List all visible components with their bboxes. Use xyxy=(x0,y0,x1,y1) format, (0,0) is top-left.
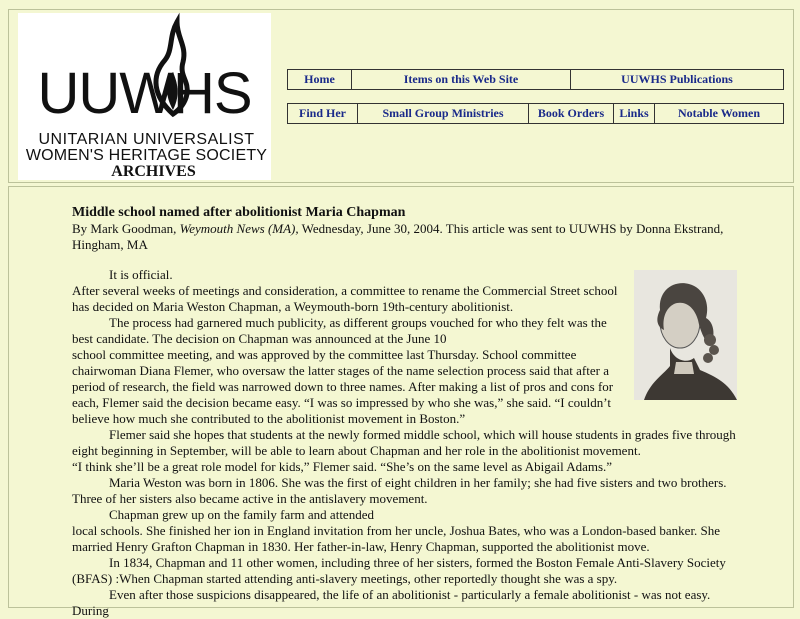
article-paragraph: It is official. xyxy=(109,267,173,282)
article-byline xyxy=(72,221,737,253)
nav-link-links[interactable]: Links xyxy=(613,104,654,123)
nav-link-book-orders[interactable]: Book Orders xyxy=(528,104,613,123)
article-paragraph: “I think she’ll be a great role model for kids,” Flemer said. “She’s on the same level as Abigail Adams.” xyxy=(72,459,613,474)
article-title: Middle school named after abolitionist Maria Chapman xyxy=(72,205,406,220)
nav-link-publications[interactable]: UUWHS Publications xyxy=(570,70,783,89)
article-paragraph: Chapman grew up on the family farm and attended xyxy=(109,507,374,522)
article-paragraph: After several weeks of meetings and consideration, a committee to rename the Commercial Street school has decided on Maria Weston Chapman, a Weymouth-born 19th-century abolitionist. xyxy=(72,283,618,314)
byline-source: Weymouth News (MA), xyxy=(179,221,299,236)
nav-link-home[interactable]: Home xyxy=(304,72,335,86)
header-panel xyxy=(8,9,794,183)
byline-details: Wednesday, June 30, 2004. This article was sent to UUWHS by Donna Ekstrand, Hingham, MA xyxy=(72,221,724,252)
logo-subtitle-line1: UNITARIAN UNIVERSALIST xyxy=(38,131,255,148)
article-paragraph: school committee meeting, and was approved by the committee last Thursday. School committee chairwoman Diana Flemer, who oversaw the latter stages of the name selection process said that after a period of research, the field was narrowed down to three names. After making a list of pros and cons for each, Flemer said the decision became easy. “I was so impressed by who she was,” she said. “I couldn’t believe how much she contributed to the abolitionist movement in Boston.” xyxy=(72,347,614,426)
article-paragraph: Flemer said she hopes that students at the newly formed middle school, which will house students in grades five through eight beginning in September, will be able to learn about Chapman and her role in the abolitionist movement. xyxy=(72,427,736,458)
nav-row-secondary xyxy=(287,103,784,124)
nav-link-notable-women[interactable]: Notable Women xyxy=(654,104,783,123)
uuwhs-logo[interactable] xyxy=(18,13,271,180)
archives-label: ARCHIVES xyxy=(111,163,196,180)
logo-wordmark: UUWHS xyxy=(37,61,252,126)
nav-row-primary xyxy=(287,69,784,90)
maria-chapman-portrait xyxy=(634,270,737,400)
nav-link-find-her[interactable]: Find Her xyxy=(299,106,346,120)
article-paragraph: Even after those suspicions disappeared, the life of an abolitionist - particularly a female abolitionist - was not easy. During xyxy=(72,587,711,618)
nav-link-small-group-ministries[interactable]: Small Group Ministries xyxy=(357,104,528,123)
logo-subtitle-line2: WOMEN'S HERITAGE SOCIETY xyxy=(25,147,268,164)
byline-author: By Mark Goodman, xyxy=(72,221,177,236)
article-paragraph: local schools. She finished her ion in England invitation from her uncle, Joshua Bates, who was a London-based banker. She married Henry Grafton Chapman in 1830. Her father-in-law, Henry Chapman, supported the abolitionist move. xyxy=(72,523,721,554)
article-paragraph: Maria Weston was born in 1806. She was the first of eight children in her family; she had five sisters and two brothers. Three of her sisters also became active in the antislavery movement. xyxy=(72,475,727,506)
article-paragraph: The process had garnered much publicity, as different groups vouched for who they felt was the best candidate. The decision on Chapman was announced at the June 10 xyxy=(72,315,607,346)
article xyxy=(72,205,737,619)
content-panel xyxy=(8,186,794,618)
article-paragraph: In 1834, Chapman and 11 other women, including three of her sisters, formed the Boston Female Anti-Slavery Society (BFAS) :When Chapman started attending anti-slavery meetings, other reportedly thought she was a spy. xyxy=(72,555,726,586)
nav-link-items[interactable]: Items on this Web Site xyxy=(351,70,570,89)
